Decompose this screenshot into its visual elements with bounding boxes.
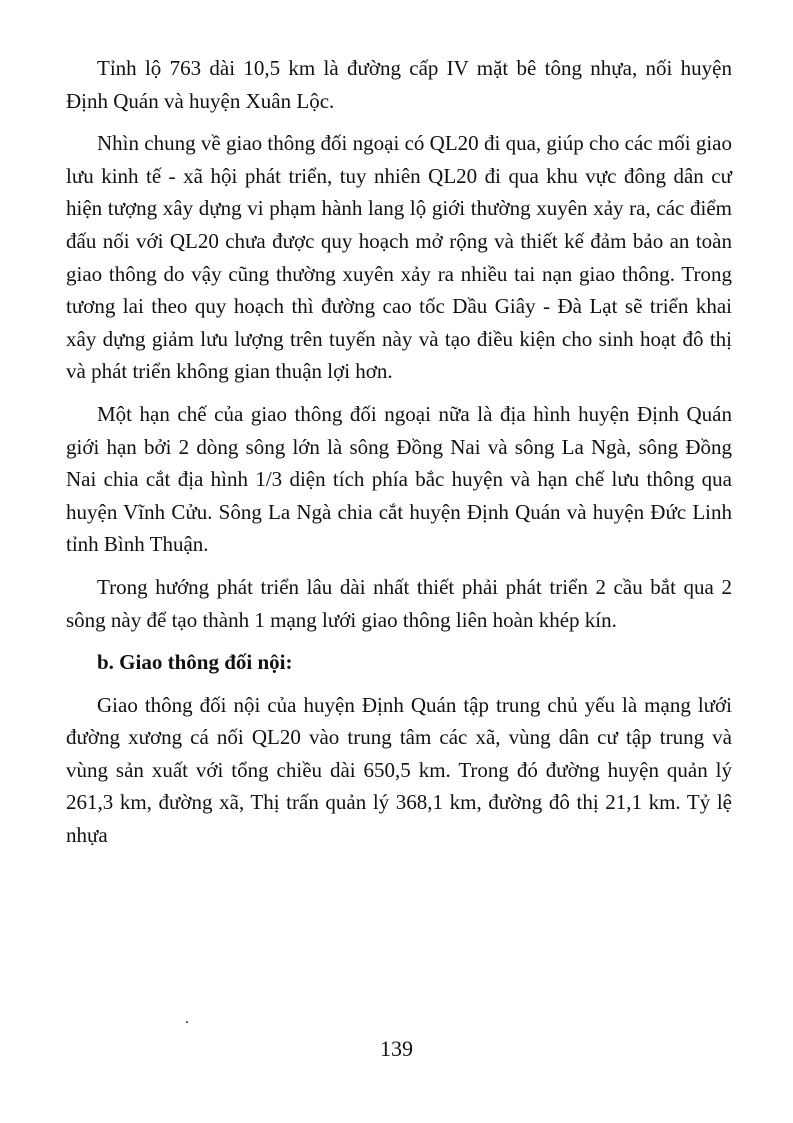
paragraph-internal-traffic: Giao thông đối nội của huyện Định Quán tập trung chủ yếu là mạng lưới đường xương cá nối QL20 vào trung tâm các xã, vùng dân cư tập trung và vùng sản xuất với tổng chiều dài 650,5 km. Trong đó đường huyện quản lý 261,3 km, đường xã, Thị trấn quản lý 368,1 km, đường đô thị 21,1 km. Tỷ lệ nhựa (66, 692, 732, 848)
section-heading-internal-traffic: b. Giao thông đối nội: (97, 650, 293, 675)
paragraph-bridge-development: Trong hướng phát triển lâu dài nhất thiết phải phát triển 2 cầu bắt qua 2 sông này để tạo thành 1 mạng lưới giao thông liên hoàn khép kín. (66, 574, 732, 632)
scan-speck (186, 1021, 188, 1023)
paragraph-river-limitation: Một hạn chế của giao thông đối ngoại nữa là địa hình huyện Định Quán giới hạn bởi 2 dòng sông lớn là sông Đồng Nai và sông La Ngà, sông Đồng Nai chia cắt địa hình 1/3 diện tích phía bắc huyện và hạn chế lưu thông qua huyện Vĩnh Cửu. Sông La Ngà chia cắt huyện Định Quán và huyện Đức Linh tỉnh Bình Thuận. (66, 401, 732, 557)
paragraph-provincial-road-763: Tỉnh lộ 763 dài 10,5 km là đường cấp IV mặt bê tông nhựa, nối huyện Định Quán và huyện Xuân Lộc. (66, 56, 732, 113)
page-number: 139 (380, 1036, 413, 1061)
paragraph-external-traffic-overview: Nhìn chung về giao thông đối ngoại có QL20 đi qua, giúp cho các mối giao lưu kinh tế - xã hội phát triển, tuy nhiên QL20 đi qua khu vực đông dân cư hiện tượng xây dựng vi phạm hành lang lộ giới thường xuyên xảy ra, các điểm đấu nối với QL20 chưa được quy hoạch mở rộng và thiết kế đảm bảo an toàn giao thông do vậy cũng thường xuyên xảy ra nhiều tai nạn giao thông. Trong tương lai theo quy hoạch thì đường cao tốc Dầu Giây - Đà Lạt sẽ triển khai xây dựng giảm lưu lượng trên tuyến này và tạo điều kiện cho sinh hoạt đô thị và phát triển không gian thuận lợi hơn. (66, 131, 732, 384)
document-body (66, 52, 732, 852)
